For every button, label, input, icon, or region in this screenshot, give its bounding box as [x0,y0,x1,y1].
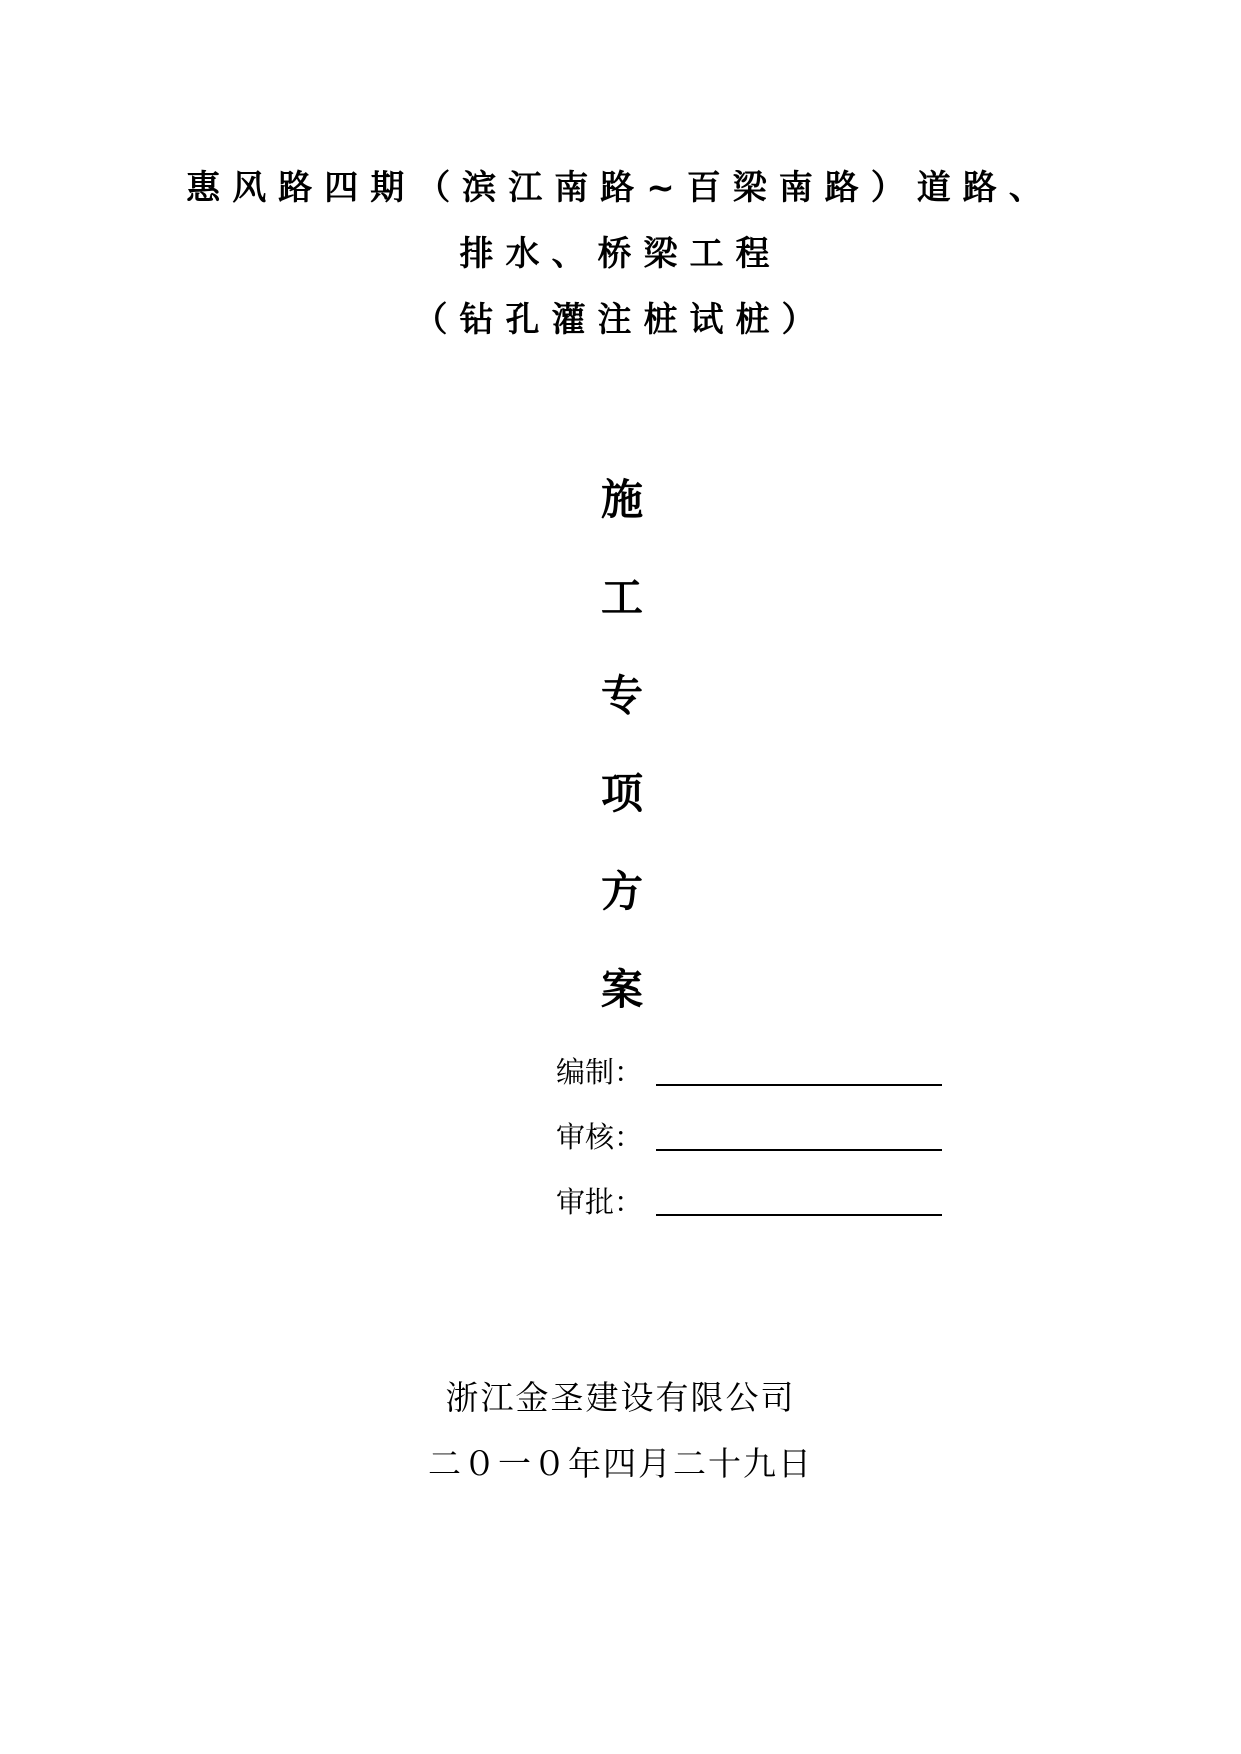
doc-type-char-4: 项 [600,769,643,818]
doc-type-char-6: 案 [600,965,643,1014]
prepared-by-label: 编制： [556,1055,644,1089]
approved-by-row [556,1176,942,1220]
doc-type-char-3: 专 [600,671,643,720]
reviewed-by-signature-line [656,1149,942,1151]
prepared-by-signature-line [656,1084,942,1086]
project-subtitle: （钻孔灌注桩试桩） [413,300,828,340]
doc-type-char-5: 方 [600,867,643,916]
company-name: 浙江金圣建设有限公司 [445,1378,796,1417]
project-title-line-1: 惠风路四期（滨江南路~百梁南路）道路、 [186,168,1055,208]
reviewed-by-label: 审核： [556,1120,644,1154]
approved-by-signature-line [656,1214,942,1216]
prepared-by-row [556,1046,942,1090]
doc-type-char-1: 施 [600,475,643,524]
project-title-line-2: 排水、桥梁工程 [459,234,782,274]
reviewed-by-row [556,1111,942,1155]
approved-by-label: 审批： [556,1185,644,1219]
document-date: 二０一０年四月二十九日 [428,1444,813,1483]
doc-type-char-2: 工 [600,573,643,622]
